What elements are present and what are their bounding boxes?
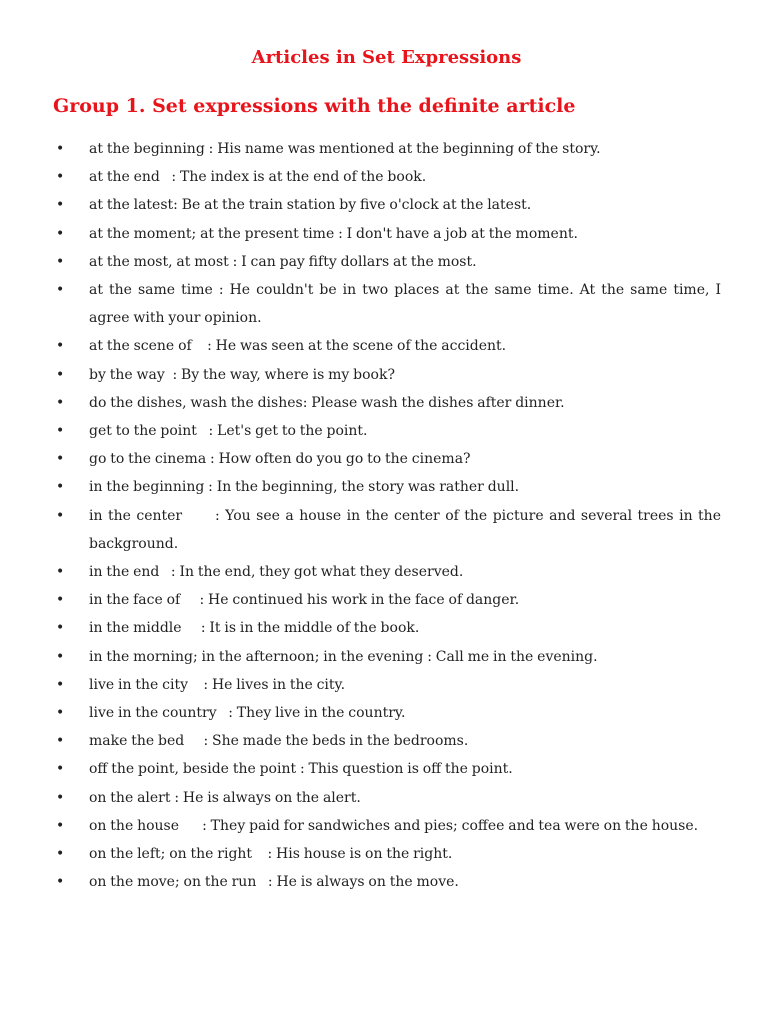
list-item (0, 643, 768, 671)
bullet-icon: • (56, 620, 65, 637)
list-item (0, 727, 768, 755)
document-title: Articles in Set Expressions (251, 47, 522, 68)
bullet-icon: • (56, 169, 65, 186)
list-item-text: in the beginning : In the beginning, the story was rather dull. (89, 479, 520, 496)
bullet-icon: • (56, 394, 65, 411)
list-item-text: live in the city : He lives in the city. (89, 676, 346, 693)
bullet-icon: • (56, 338, 65, 355)
bullet-icon: • (56, 366, 65, 383)
bullet-icon: • (56, 817, 65, 834)
list-item-text: in the center : You see a house in the center of the picture and several trees in the background. (89, 507, 721, 552)
list-item-text: off the point, beside the point : This question is off the point. (89, 761, 513, 778)
list-item (0, 445, 768, 473)
bullet-icon: • (56, 733, 65, 750)
list-item-text: in the morning; in the afternoon; in the evening : Call me in the evening. (89, 648, 598, 665)
bullet-icon: • (56, 874, 65, 891)
bullet-icon: • (56, 507, 65, 524)
list-item (0, 868, 768, 896)
bullet-icon: • (56, 676, 65, 693)
list-item-text: on the house : They paid for sandwiches and pies; coffee and tea were on the house. (89, 817, 699, 834)
list-item (0, 361, 768, 389)
list-item (0, 586, 768, 614)
list-item (0, 502, 768, 558)
list-item (0, 163, 768, 191)
bullet-icon: • (56, 564, 65, 581)
list-item (0, 614, 768, 642)
list-item-text: at the moment; at the present time : I don't have a job at the moment. (89, 225, 578, 242)
bullet-icon: • (56, 451, 65, 468)
list-item-text: on the alert : He is always on the alert. (89, 789, 361, 806)
list-item (0, 276, 768, 332)
list-item-text: on the move; on the run : He is always on the move. (89, 874, 459, 891)
list-item (0, 671, 768, 699)
bullet-icon: • (56, 846, 65, 863)
bullet-icon: • (56, 197, 65, 214)
list-item (0, 812, 768, 840)
list-item-text: at the same time : He couldn't be in two places at the same time. At the same time, I agree with your opinion. (89, 282, 721, 327)
list-item-text: at the scene of : He was seen at the scene of the accident. (89, 338, 507, 355)
list-item-text: at the latest: Be at the train station by five o'clock at the latest. (89, 197, 532, 214)
list-item (0, 784, 768, 812)
list-item-text: by the way : By the way, where is my book? (89, 366, 395, 383)
list-item-text: make the bed : She made the beds in the bedrooms. (89, 733, 469, 750)
list-item (0, 248, 768, 276)
list-item-text: in the end : In the end, they got what they deserved. (89, 564, 464, 581)
list-item-text: in the face of : He continued his work in the face of danger. (89, 592, 520, 609)
bullet-icon: • (56, 648, 65, 665)
list-item (0, 332, 768, 360)
list-item-text: at the end : The index is at the end of the book. (89, 169, 427, 186)
list-item-text: live in the country : They live in the country. (89, 705, 406, 722)
bullet-icon: • (56, 592, 65, 609)
list-item (0, 389, 768, 417)
list-item (0, 417, 768, 445)
list-item (0, 558, 768, 586)
bullet-icon: • (56, 225, 65, 242)
list-item (0, 191, 768, 219)
list-item (0, 699, 768, 727)
bullet-icon: • (56, 479, 65, 496)
bullet-icon: • (56, 705, 65, 722)
list-item-text: at the beginning : His name was mentioned at the beginning of the story. (89, 141, 601, 157)
list-item-text: do the dishes, wash the dishes: Please wash the dishes after dinner. (89, 394, 565, 411)
list-item (0, 135, 768, 163)
bullet-icon: • (56, 141, 65, 157)
list-item-text: go to the cinema : How often do you go to the cinema? (89, 451, 471, 468)
list-item-text: at the most, at most : I can pay fifty dollars at the most. (89, 253, 477, 270)
list-item (0, 755, 768, 783)
list-item-text: in the middle : It is in the middle of the book. (89, 620, 420, 637)
bullet-icon: • (56, 253, 65, 270)
bullet-icon: • (56, 789, 65, 806)
list-item (0, 220, 768, 248)
list-item (0, 840, 768, 868)
list-item (0, 473, 768, 501)
list-item-text: get to the point : Let's get to the point. (89, 423, 368, 440)
bullet-icon: • (56, 761, 65, 778)
bullet-icon: • (56, 282, 65, 299)
expression-list (0, 135, 768, 896)
list-item-text: on the left; on the right : His house is on the right. (89, 846, 453, 863)
group-heading: Group 1. Set expressions with the definite article (53, 95, 576, 117)
bullet-icon: • (56, 423, 65, 440)
